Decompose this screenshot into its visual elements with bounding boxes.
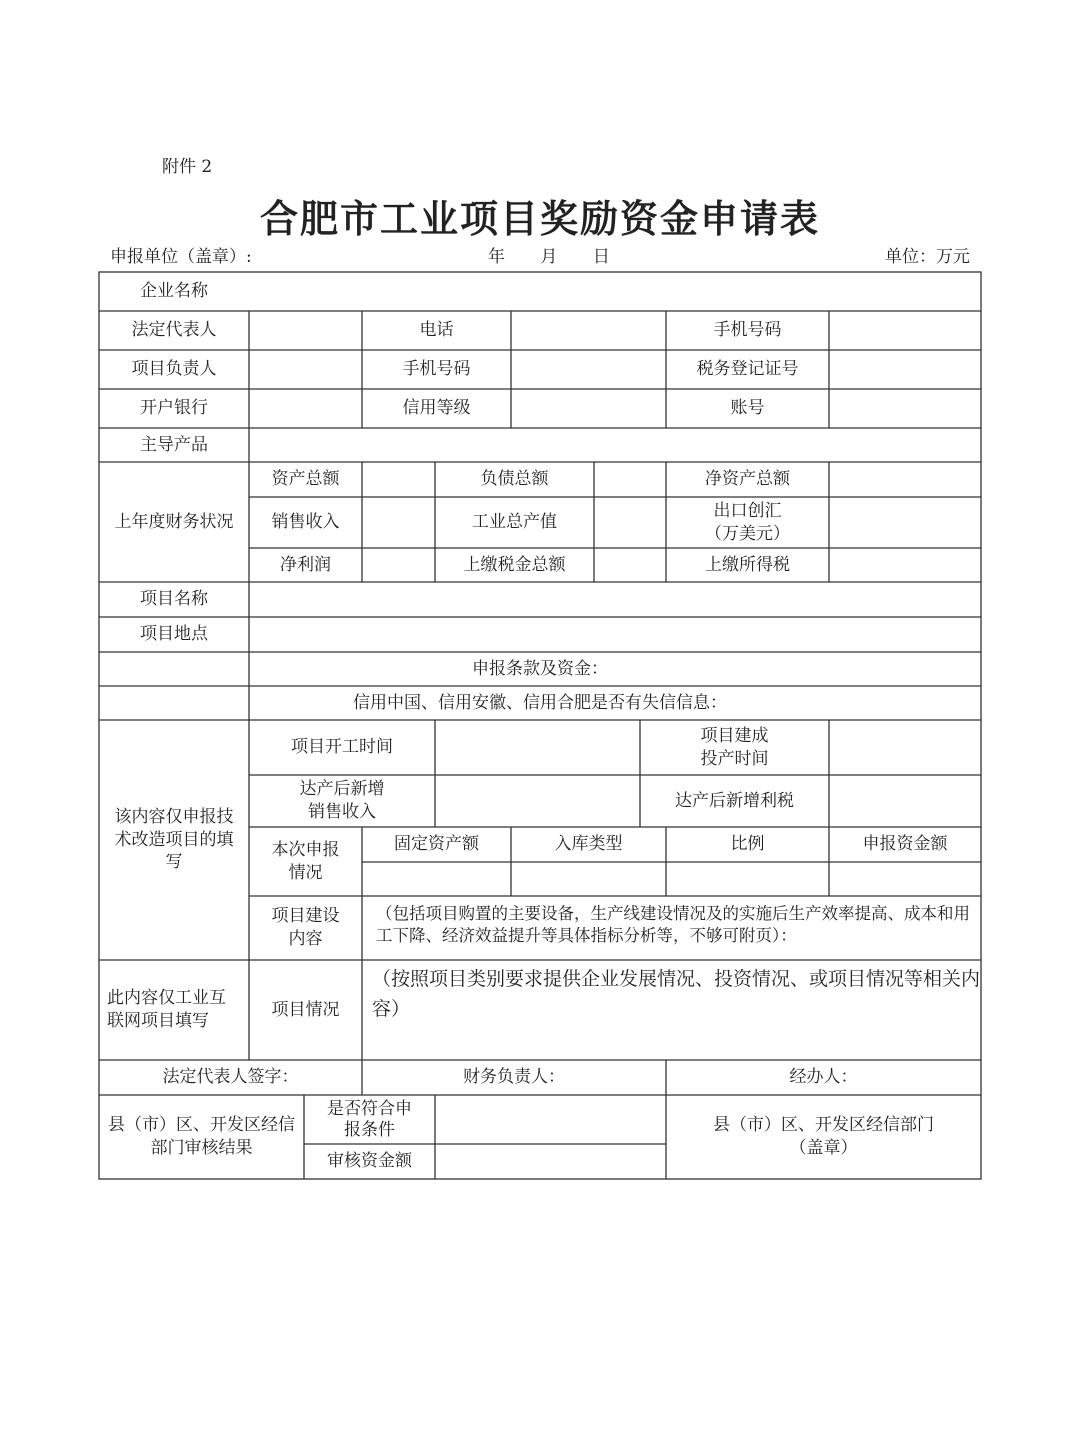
this-application-label: 本次申报情况 [271,839,340,883]
eligibility-label: 是否符合申报条件 [327,1099,412,1140]
export-earnings-line1: 出口创汇 [713,500,782,521]
construction-content-field[interactable]: （包括项目购置的主要设备，生产线建设情况及的实施后生产效率提高、成本和用工下降、经济效益提升等具体指标分析等，不够可附页）： [376,904,970,946]
new-sales-field[interactable] [435,775,640,827]
phone-field[interactable] [511,311,666,350]
finance-section-label: 上年度财务状况 [114,511,234,532]
export-earnings-label [666,497,829,548]
ratio-field[interactable] [666,862,829,896]
legal-rep-field[interactable] [249,311,362,350]
project-situation-field[interactable]: （按照项目类别要求提供企业发展情况、投资情况、或项目情况等相关内容） [372,968,981,1021]
new-tax-label: 达产后新增利税 [675,790,794,811]
tax-paid-field[interactable] [594,548,666,582]
terms-and-funds-label[interactable]: 申报条款及资金： [472,658,608,679]
net-assets-field[interactable] [829,462,981,497]
net-assets-label: 净资产总额 [705,469,790,490]
currency-unit-label: 单位：万元 [885,247,970,267]
review-seal-line2: （盖章） [789,1138,858,1158]
new-tax-field[interactable] [829,775,981,827]
total-assets-field[interactable] [362,462,435,497]
industrial-output-field[interactable] [594,497,666,548]
ratio-label: 比例 [730,834,765,855]
review-amount-field[interactable] [435,1144,666,1179]
apply-amount-label: 申报资金额 [862,834,948,855]
project-name-label: 项目名称 [140,589,208,610]
form-title: 合肥市工业项目奖励资金申请表 [259,197,820,241]
construction-content-label: 项目建设内容 [271,906,340,949]
sales-revenue-label: 销售收入 [271,512,340,533]
tech-section-label: 该内容仅申报技术改造项目的填写 [114,806,234,873]
review-seal-line1: 县（市）区、开发区经信部门 [713,1115,934,1136]
handler-signature[interactable]: 经办人： [789,1067,858,1088]
fixed-assets-label: 固定资产额 [394,834,479,855]
apply-amount-field[interactable] [829,862,981,896]
start-time-label: 项目开工时间 [291,737,393,758]
company-name-field[interactable] [249,272,981,311]
project-location-field[interactable] [249,617,981,652]
month-label: 月 [540,247,558,267]
main-product-field[interactable] [249,428,981,462]
day-label: 日 [592,247,610,267]
project-lead-label: 项目负责人 [131,359,217,380]
review-result-label: 县（市）区、开发区经信部门审核结果 [108,1115,295,1158]
total-assets-label: 资产总额 [271,469,340,490]
bank-field[interactable] [249,389,362,428]
industrial-output-label: 工业总产值 [472,512,557,533]
phone-label: 电话 [419,320,454,341]
project-location-label: 项目地点 [140,624,208,645]
completion-time-label [640,720,829,775]
review-seal-area [666,1095,981,1179]
account-label: 账号 [730,398,765,419]
year-label: 年 [488,247,505,267]
mobile-field[interactable] [829,311,981,350]
legal-rep-signature[interactable]: 法定代表人签字： [162,1067,299,1088]
company-name-label: 企业名称 [140,281,208,302]
export-earnings-line2: （万美元） [705,523,790,544]
tax-paid-label: 上缴税金总额 [463,554,566,575]
completion-line2: 投产时间 [700,748,769,769]
completion-time-field[interactable] [829,720,981,775]
applicant-unit-label: 申报单位（盖章）: [110,247,252,267]
sales-revenue-field[interactable] [362,497,435,548]
project-situation-label: 项目情况 [271,999,340,1020]
fixed-assets-field[interactable] [362,862,511,896]
new-sales-line2: 销售收入 [308,802,376,822]
finance-head-signature[interactable]: 财务负责人： [463,1067,565,1088]
review-amount-label: 审核资金额 [327,1151,412,1172]
net-profit-field[interactable] [362,548,435,582]
new-sales-label [249,775,435,827]
project-lead-field[interactable] [249,350,362,389]
eligibility-field[interactable] [435,1095,666,1144]
credit-level-field[interactable] [511,389,666,428]
storage-type-field[interactable] [511,862,666,896]
main-product-label: 主导产品 [140,434,208,455]
storage-type-label: 入库类型 [554,834,623,855]
tax-reg-field[interactable] [829,350,981,389]
lead-mobile-field[interactable] [511,350,666,389]
total-liabilities-field[interactable] [594,462,666,497]
lead-mobile-label: 手机号码 [402,359,471,380]
completion-line1: 项目建成 [700,725,769,746]
net-profit-label: 净利润 [280,554,331,575]
credit-check-label[interactable]: 信用中国、信用安徽、信用合肥是否有失信信息： [353,692,727,713]
legal-rep-label: 法定代表人 [131,320,217,341]
internet-section-label: 此内容仅工业互联网项目填写 [107,988,226,1031]
project-name-field[interactable] [249,582,981,617]
new-sales-line1: 达产后新增 [299,779,385,800]
bank-label: 开户银行 [140,398,208,419]
credit-level-label: 信用等级 [402,398,471,419]
mobile-label: 手机号码 [713,320,782,341]
income-tax-label: 上缴所得税 [705,554,790,575]
tax-reg-label: 税务登记证号 [696,359,799,380]
export-earnings-field[interactable] [829,497,981,548]
income-tax-field[interactable] [829,548,981,582]
annex-label: 附件 2 [162,157,213,177]
total-liabilities-label: 负债总额 [480,469,549,490]
account-field[interactable] [829,389,981,428]
start-time-field[interactable] [435,720,640,775]
